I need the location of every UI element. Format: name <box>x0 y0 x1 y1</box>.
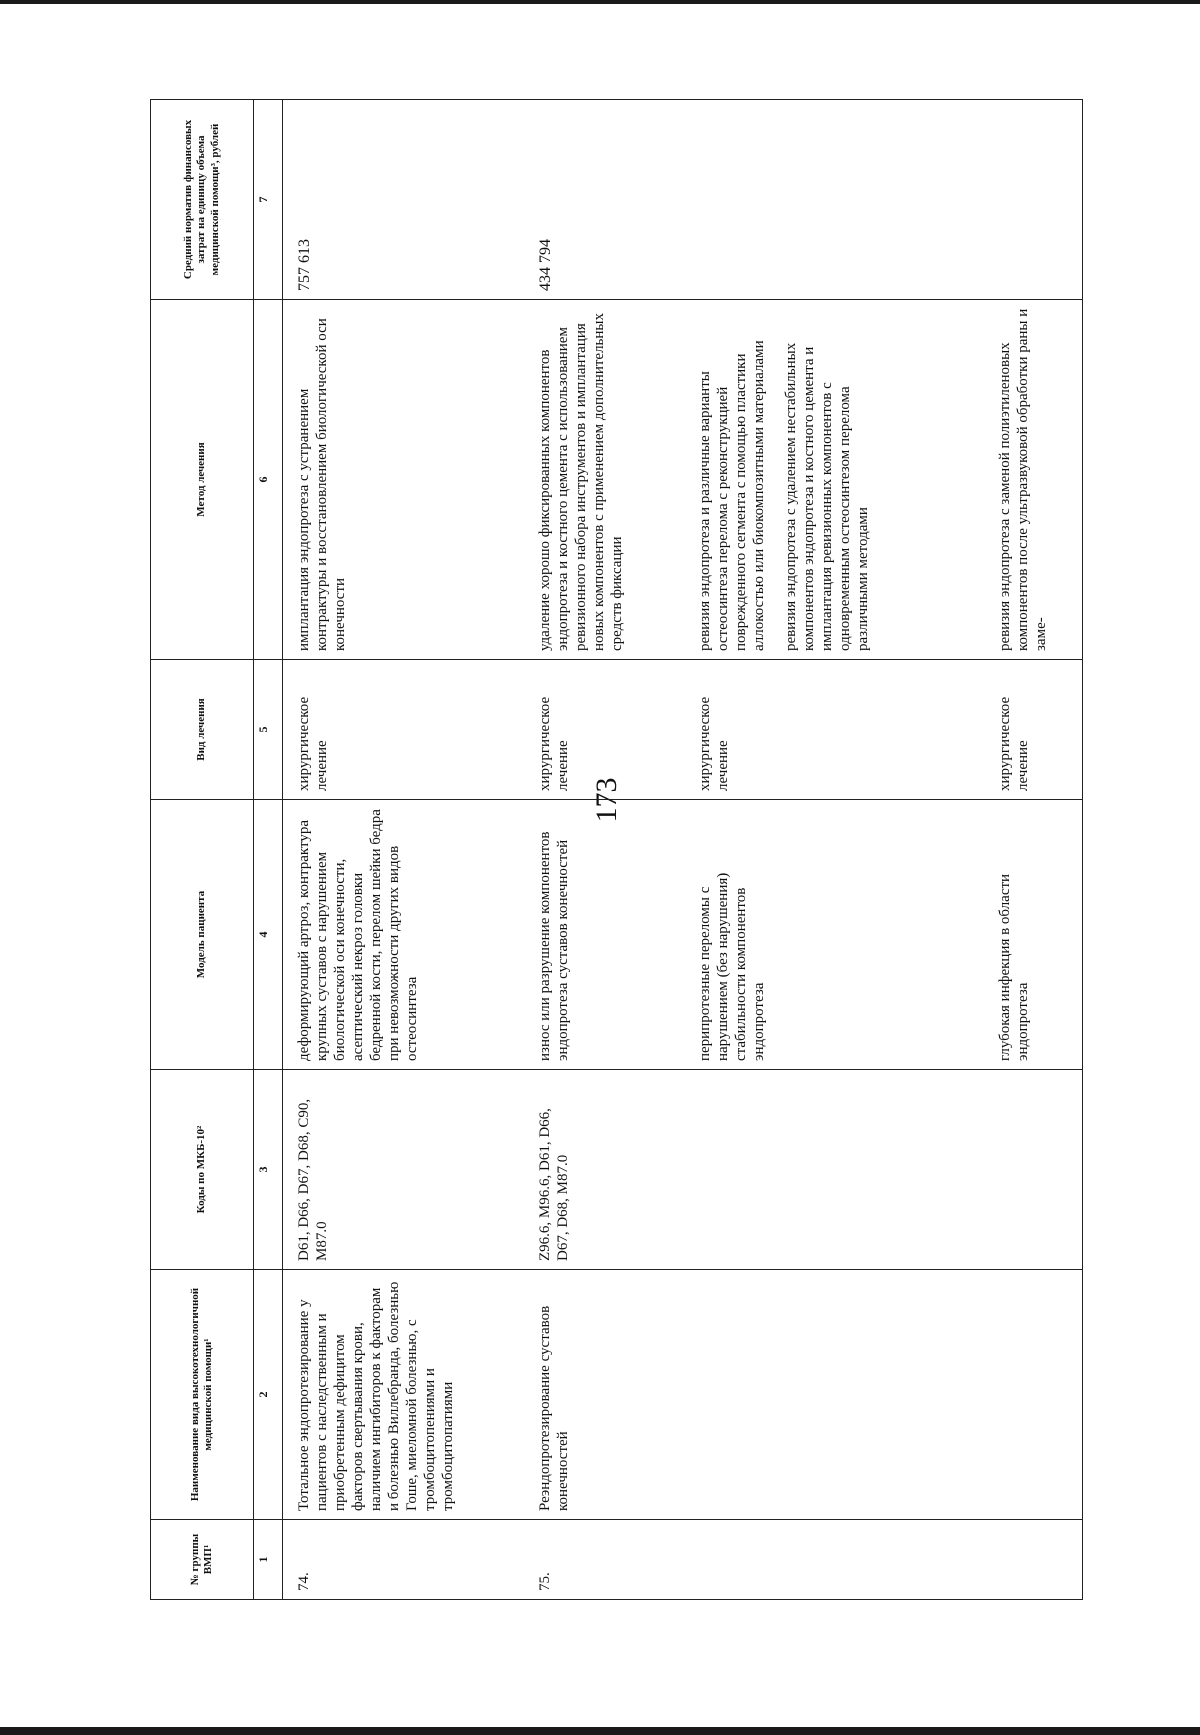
treatment-type: хирургическое лечение <box>693 660 993 800</box>
column-number: 2 <box>254 1270 283 1520</box>
header-treatment-type: Вид лечения <box>151 660 254 800</box>
header-group-number: № группы ВМП¹ <box>151 1520 254 1600</box>
icd-codes: D61, D66, D67, D68, C90, M87.0 <box>283 1070 533 1270</box>
column-number: 1 <box>254 1520 283 1600</box>
treatment-method-option: ревизия эндопротеза с удалением нестабильных компонентов эндопротеза и костного цемента и имплантация ревизионных компонентов с одновременным остеосинтезом перелома различными методами <box>782 342 871 651</box>
treatment-type: хирургическое лечение <box>533 660 693 800</box>
treatment-method: имплантация эндопротеза с устранением контрактуры и восстановлением биологической оси конечности <box>283 300 533 660</box>
group-number: 75. <box>533 1520 693 1600</box>
patient-model: перипротезные переломы с нарушением (без нарушения) стабильности компонентов эндопротеза <box>693 800 993 1070</box>
icd-codes: Z96.6, M96.6, D61, D66, D67, D68, M87.0 <box>533 1070 693 1270</box>
cost-value: 757 613 <box>283 100 533 300</box>
treatment-type: хирургическое лечение <box>993 660 1083 800</box>
column-number: 6 <box>254 300 283 660</box>
header-cost-standard: Средний норматив финансовых затрат на единицу объема медицинской помощи³, рублей <box>151 100 254 300</box>
treatment-method: удаление хорошо фиксированных компонентов эндопротеза и костного цемента с использованием ревизионного набора инструментов и имплантация новых компонентов с применением дополнительных средств фиксации <box>533 300 693 660</box>
vmp-table <box>150 99 1083 1600</box>
header-vmp-name: Наименование вида высокотехнологичной медицинской помощи¹ <box>151 1270 254 1520</box>
treatment-method: ревизия эндопротеза с заменой полиэтиленовых компонентов после ультразвуковой обработки раны и заме- <box>993 300 1083 660</box>
patient-model: деформирующий артроз, контрактура крупных суставов с нарушением биологической оси конечности, асептический некроз головки бедренной кости, перелом шейки бедра при невозможности других видов остеосинтеза <box>283 800 533 1070</box>
rotated-table-container <box>150 100 1070 1600</box>
table-row <box>693 100 993 1600</box>
table-row <box>993 100 1083 1600</box>
vmp-name: Реэндопротезирование суставов конечностей <box>533 1270 693 1520</box>
header-icd-codes: Коды по МКБ-10² <box>151 1070 254 1270</box>
page-number: 173 <box>590 777 623 823</box>
treatment-method-option: ревизия эндопротеза и различные варианты остеосинтеза перелома с реконструкцией поврежденного сегмента с помощью пластики аллокостью или биокомпозитными материалами <box>696 340 767 651</box>
treatment-type: хирургическое лечение <box>283 660 533 800</box>
header-patient-model: Модель пациента <box>151 800 254 1070</box>
column-number: 5 <box>254 660 283 800</box>
scan-top-edge <box>0 0 1200 4</box>
column-number-row <box>254 100 283 1600</box>
scan-bottom-edge <box>0 1727 1200 1735</box>
header-row <box>151 100 254 1600</box>
vmp-name: Тотальное эндопротезирование у пациентов с наследственным и приобретенным дефицитом факторов свертывания крови, наличием ингибиторов к факторам и болезнью Виллебранда, болезнью Гоше, миеломной болезнью, с тромбоцитопениями и тромбоцитопатиями <box>283 1270 533 1520</box>
column-number: 4 <box>254 800 283 1070</box>
header-treatment-method: Метод лечения <box>151 300 254 660</box>
table-row <box>533 100 693 1600</box>
column-number: 7 <box>254 100 283 300</box>
patient-model: глубокая инфекция в области эндопротеза <box>993 800 1083 1070</box>
column-number: 3 <box>254 1070 283 1270</box>
group-number: 74. <box>283 1520 533 1600</box>
treatment-method <box>693 300 993 660</box>
cost-value: 434 794 <box>533 100 693 300</box>
table-row <box>283 100 533 1600</box>
patient-model: износ или разрушение компонентов эндопротеза суставов конечностей <box>533 800 693 1070</box>
